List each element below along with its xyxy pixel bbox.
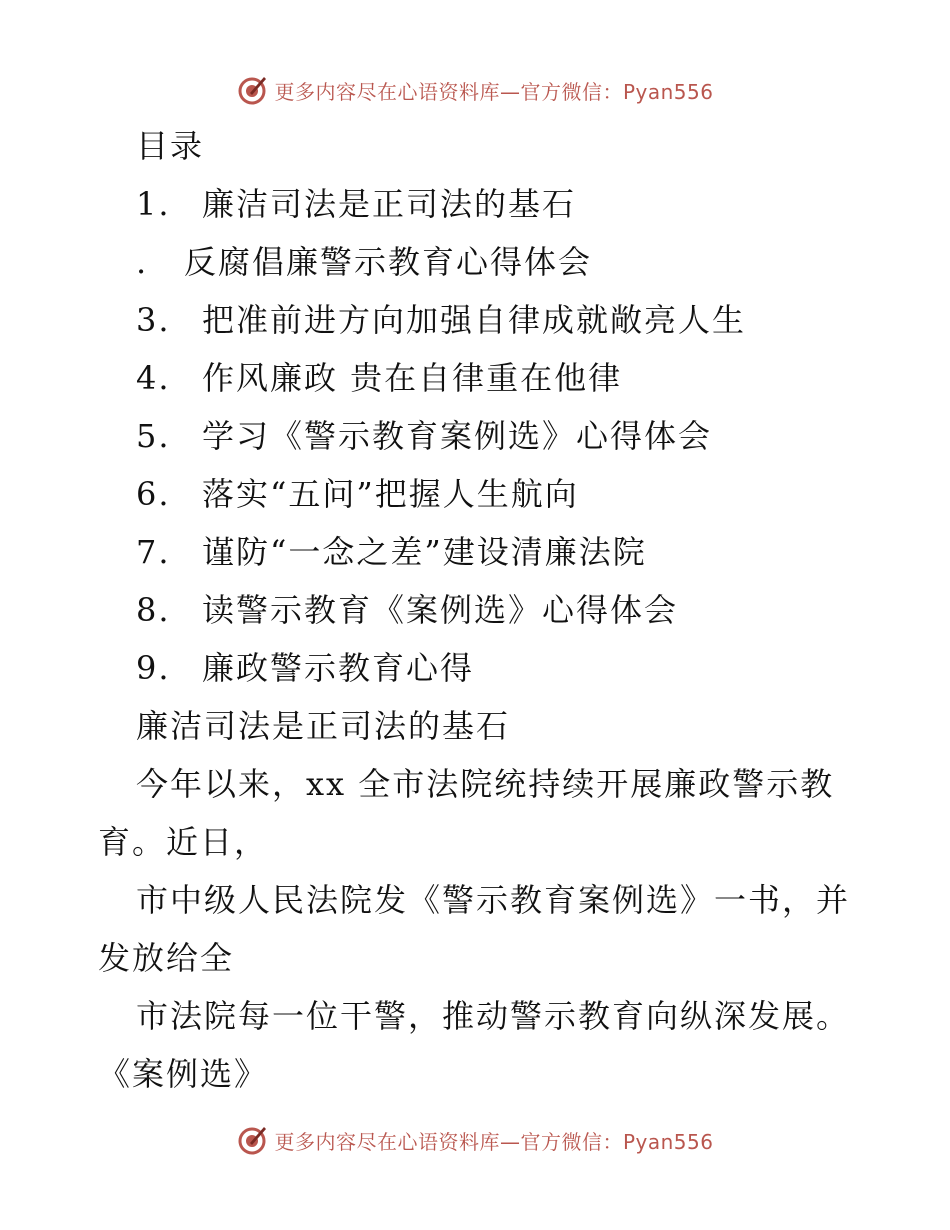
body-line: 今年以来，xx 全市法院统持续开展廉政警示教 [136, 765, 835, 803]
toc-item-number: 9. [136, 649, 171, 687]
toc-item-text: 读警示教育《案例选》心得体会 [202, 591, 679, 629]
toc-item-text: 学习《警示教育案例选》心得体会 [202, 417, 713, 455]
banner-text: 更多内容尽在心语资料库—官方微信：Pyan556 [274, 1129, 714, 1154]
toc-item-text: 廉政警示教育心得 [202, 649, 475, 687]
toc-item-text: 廉洁司法是正司法的基石 [202, 185, 577, 223]
body-line: 发放给全 [98, 939, 235, 977]
toc-item-number: 1. [136, 185, 171, 223]
footer-banner [0, 1120, 950, 1160]
toc-item-text: 落实“五问”把握人生航向 [202, 475, 579, 513]
toc-item [136, 532, 647, 572]
toc-item-number: 4. [136, 359, 171, 397]
toc-item-text: 反腐倡廉警示教育心得体会 [184, 243, 593, 281]
toc-item [136, 358, 622, 398]
toc-item [136, 648, 474, 688]
body-line: 《案例选》 [98, 1055, 269, 1093]
body-line: 市中级人民法院发《警示教育案例选》一书，并 [136, 881, 851, 919]
toc-item-text: 谨防“一念之差”建设清廉法院 [202, 533, 647, 571]
toc-item [136, 416, 712, 456]
quill-seal-icon [236, 74, 268, 106]
toc-item-number: 5. [136, 417, 171, 455]
toc-item [136, 300, 746, 340]
body-line: 市法院每一位干警，推动警示教育向纵深发展。 [136, 997, 851, 1035]
toc-item-text: 把准前进方向加强自律成就敞亮人生 [202, 301, 747, 339]
article-title: 廉洁司法是正司法的基石 [136, 707, 511, 745]
toc-item-number: 8. [136, 591, 171, 629]
toc-item-number: . [136, 243, 149, 281]
toc-heading: 目录 [136, 127, 205, 165]
toc-item [136, 184, 576, 224]
toc-item [136, 242, 592, 282]
body-line: 育。近日， [98, 823, 269, 861]
toc-item [136, 590, 678, 630]
header-banner [0, 70, 950, 110]
toc-item-text: 作风廉政 贵在自律重在他律 [202, 359, 623, 397]
toc-item-number: 6. [136, 475, 171, 513]
banner-text: 更多内容尽在心语资料库—官方微信：Pyan556 [274, 79, 714, 104]
toc-item [136, 474, 579, 514]
quill-seal-icon [236, 1124, 268, 1156]
toc-item-number: 3. [136, 301, 171, 339]
toc-item-number: 7. [136, 533, 171, 571]
